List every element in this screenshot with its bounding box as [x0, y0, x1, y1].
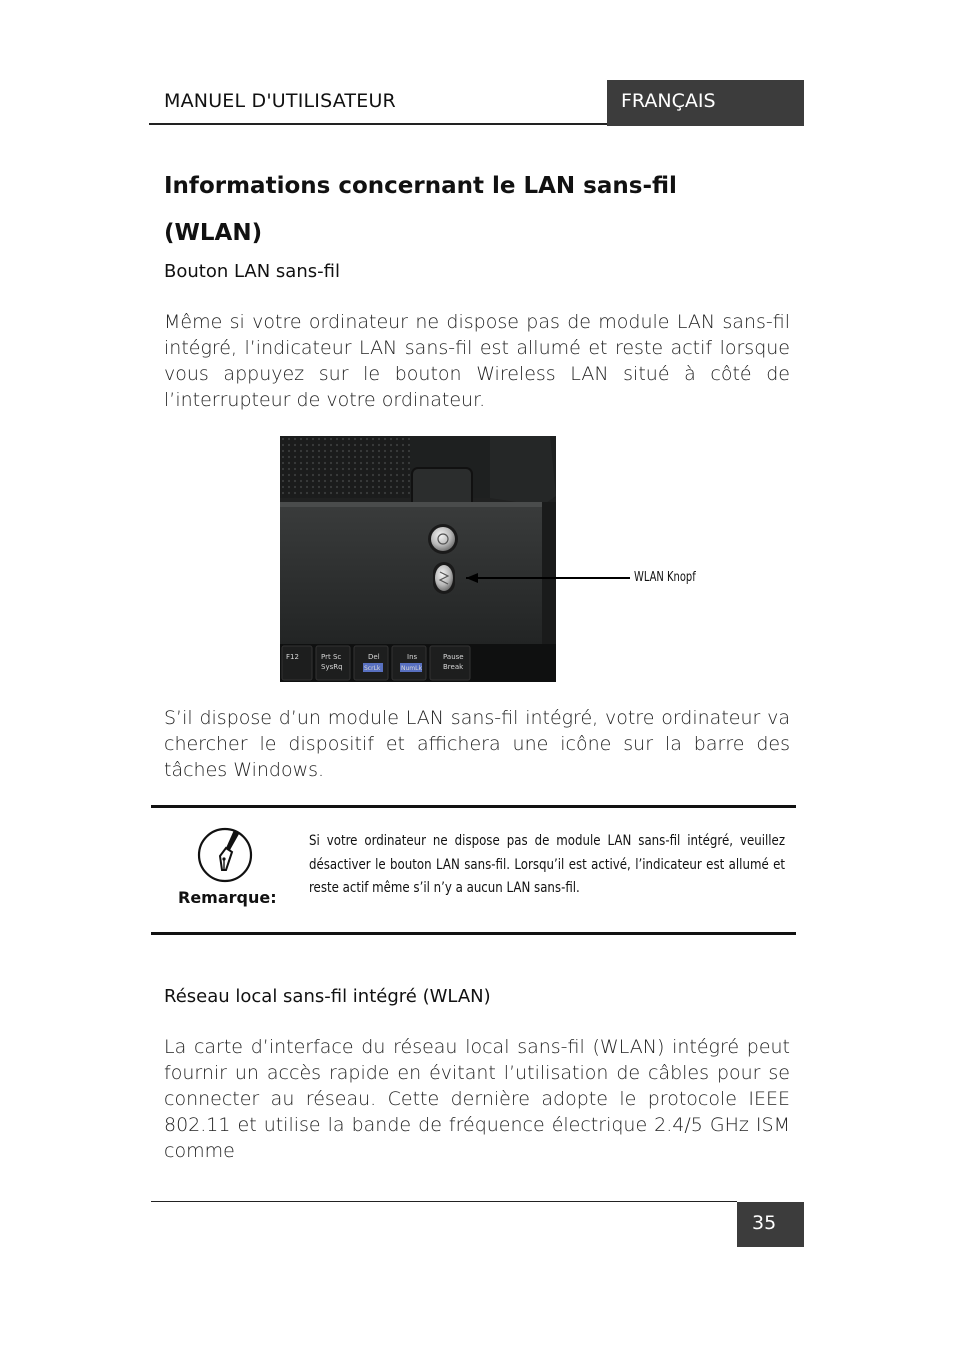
section-title-line1: Informations concernant le LAN sans-fil — [164, 173, 677, 199]
button-paragraph-1: Même si votre ordinateur ne dispose pas de module LAN sans-fil intégré, l’indicateur LAN sans-fil est allumé et reste actif lorsque vous appuyez sur le bouton Wireless LAN situé à côté de l’interrupteur de votre ordinateur. — [164, 311, 790, 411]
wlan-paragraph: La carte d’interface du réseau local sans-fil (WLAN) intégré peut fournir un accès rapide en évitant l’utilisation de câbles pour se connecter au réseau. Cette dernière adopte le protocole IEEE 802.11 et utilise la bande de fréquence électrique 2.4/5 GHz ISM comme — [164, 1036, 790, 1162]
key-del-label: Del — [368, 653, 380, 661]
pen-nib-icon — [196, 826, 256, 890]
note-text: Si votre ordinateur ne dispose pas de module LAN sans-fil intégré, veuillez désactiver le bouton LAN sans-fil. Lorsqu’il est activé, l’indicateur est allumé et reste actif même s’il n’y a aucun LAN sans-fil. — [309, 833, 786, 896]
header-language-badge: FRANÇAIS — [607, 80, 804, 126]
key-break-label: Break — [443, 663, 464, 671]
header-manual-title: MANUEL D'UTILISATEUR — [164, 90, 396, 112]
footer-rule — [151, 1201, 737, 1202]
section-title — [164, 163, 804, 257]
header-rule — [149, 123, 607, 125]
note-top-rule — [151, 805, 796, 808]
callout-label: WLAN Knopf — [634, 570, 696, 585]
button-paragraph-2: S’il dispose d’un module LAN sans-fil intégré, votre ordinateur va chercher le dispositif et affichera une icône sur la barre des tâches Windows. — [164, 707, 790, 781]
note-label: Remarque: — [178, 888, 277, 907]
note-bottom-rule — [151, 932, 796, 935]
laptop-photo-svg — [280, 436, 556, 682]
key-prtsc-label: Prt Sc — [321, 653, 342, 661]
page-number: 35 — [737, 1202, 804, 1247]
key-pause-label: Pause — [443, 653, 464, 661]
laptop-photo — [280, 436, 556, 682]
key-scrlk-label: ScrLk — [364, 665, 381, 672]
button-subheading: Bouton LAN sans-fil — [164, 261, 340, 282]
key-numlk-label: NumLk — [401, 665, 422, 672]
wlan-subheading: Réseau local sans-fil intégré (WLAN) — [164, 986, 491, 1007]
key-f12-label: F12 — [286, 653, 299, 661]
section-title-line2: (WLAN) — [164, 220, 263, 246]
key-sysrq-label: SysRq — [321, 663, 343, 671]
callout-line — [556, 577, 630, 579]
key-ins-label: Ins — [407, 653, 418, 661]
function-keys — [282, 646, 470, 680]
